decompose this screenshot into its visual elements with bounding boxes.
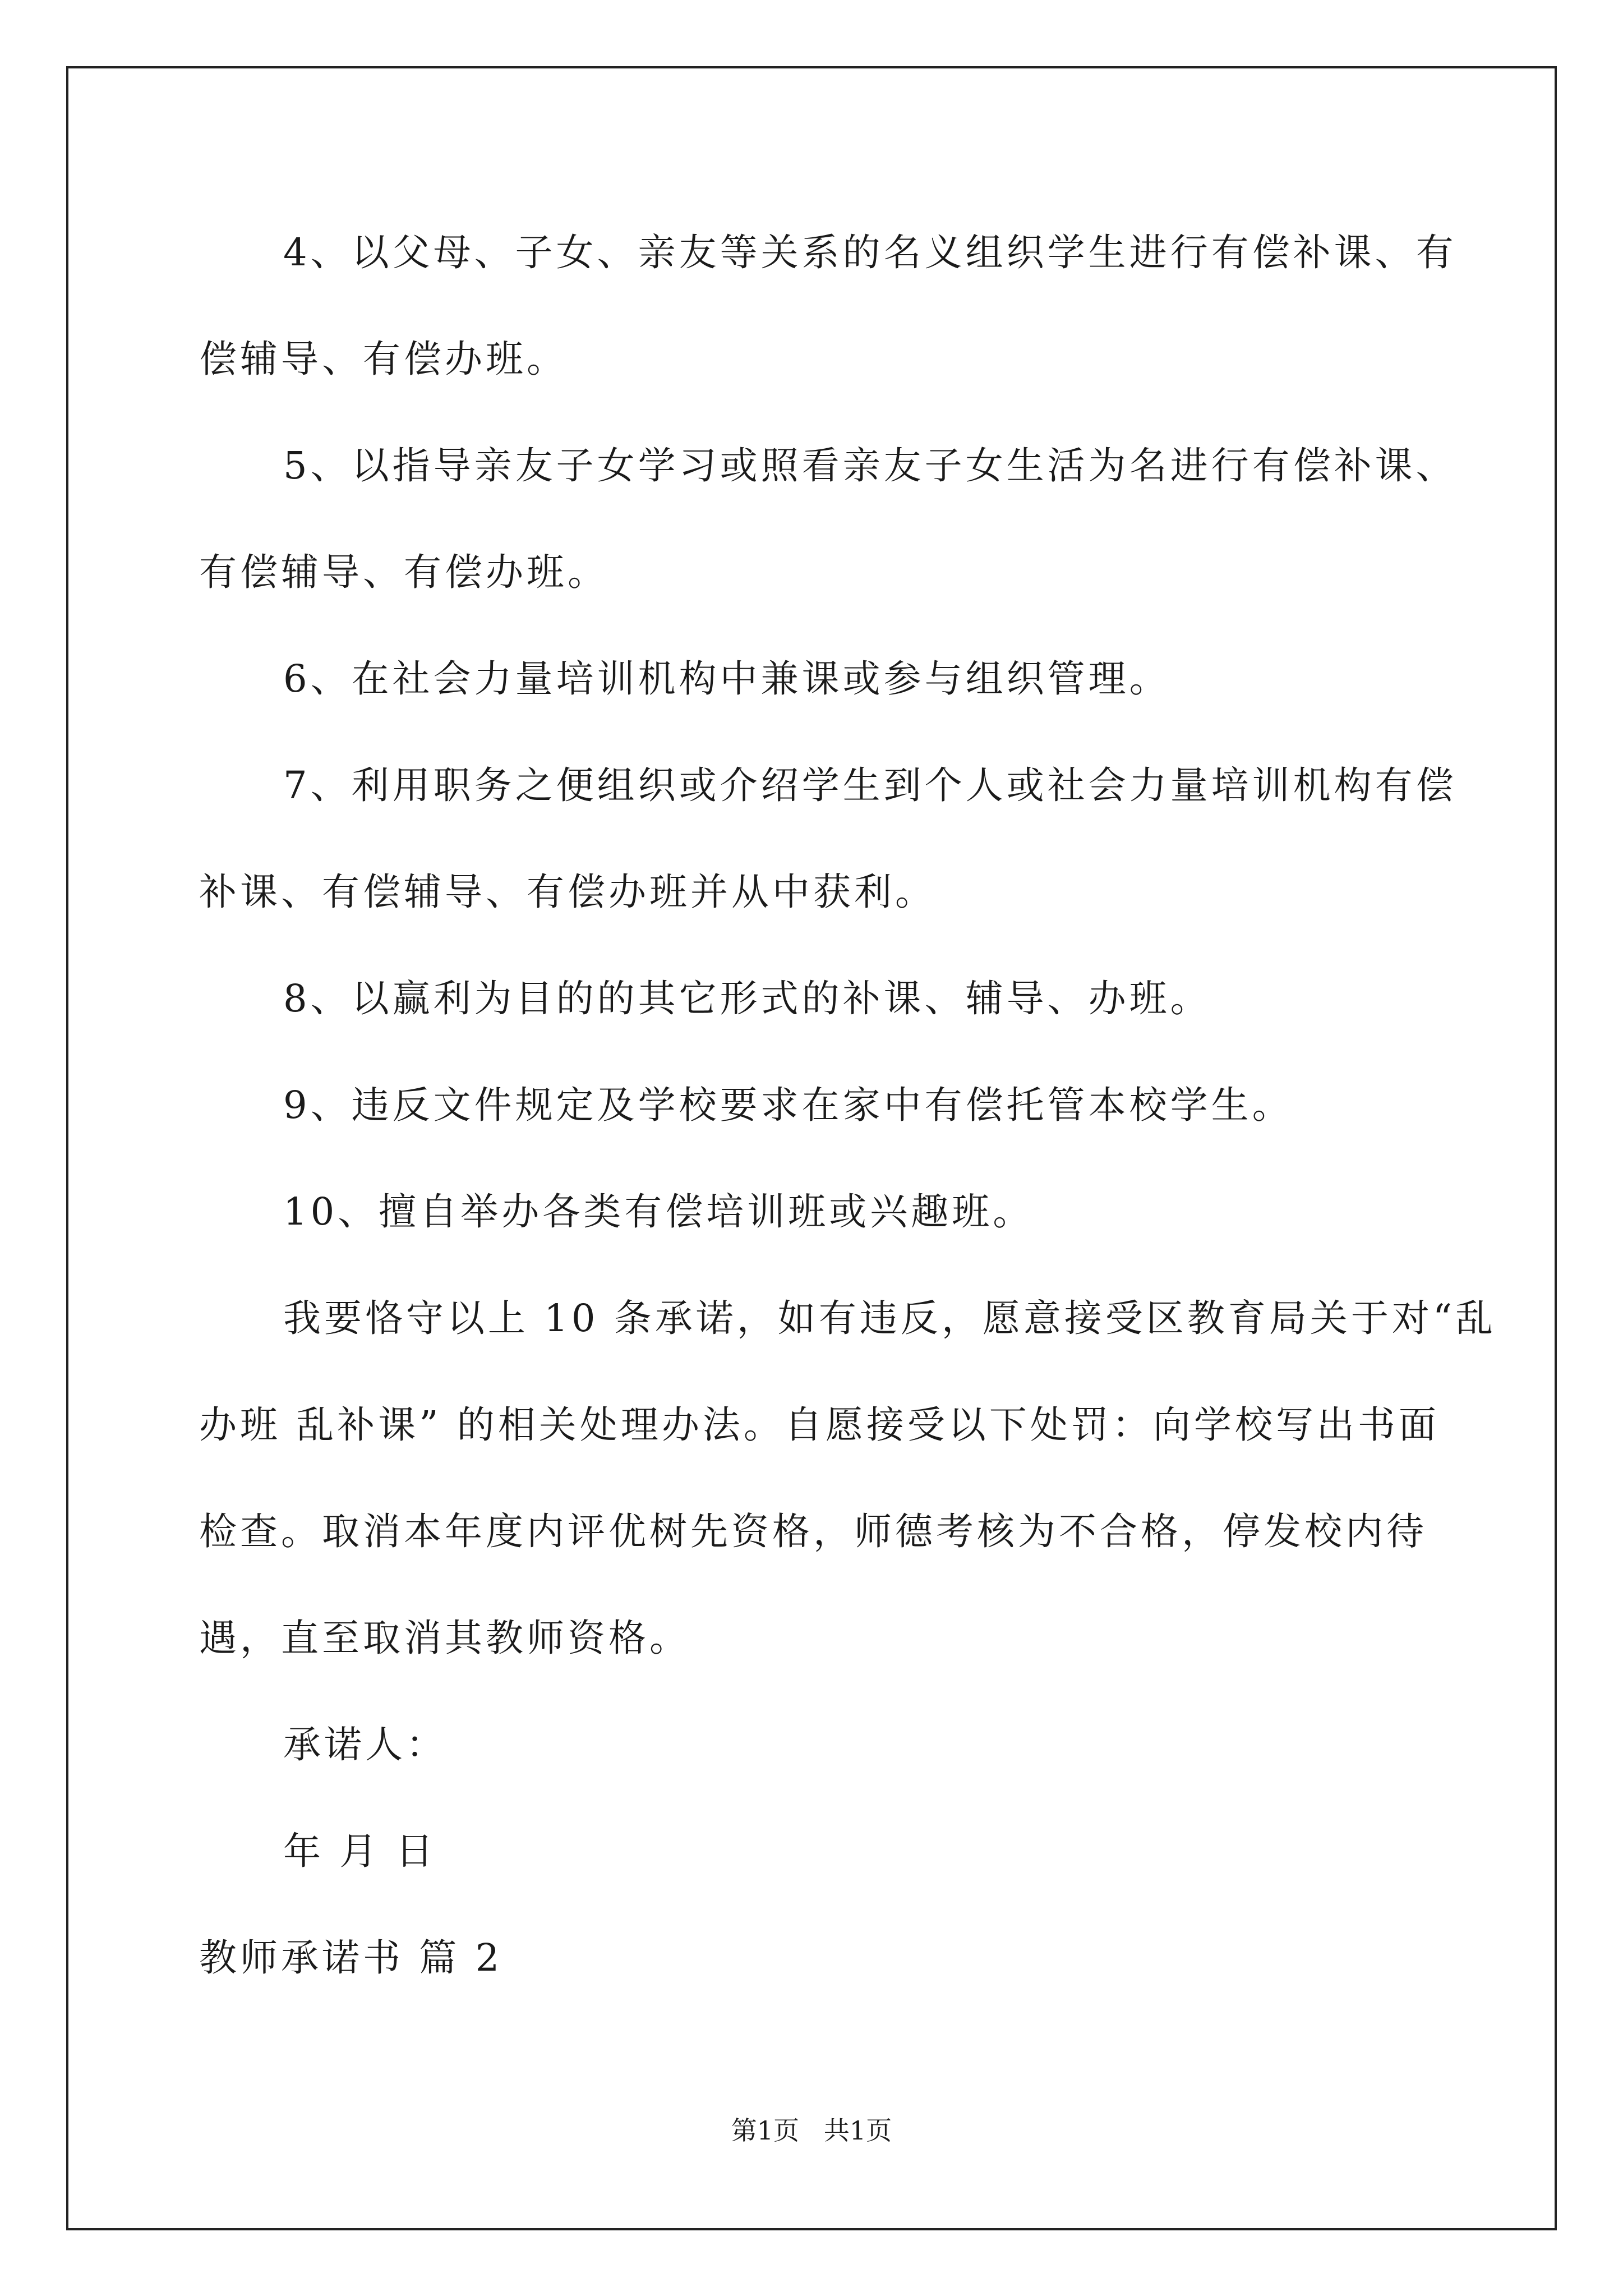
section-heading: 教师承诺书 篇 2 — [199, 1936, 503, 1980]
item-6: 6、在社会力量培训机构中兼课或参与组织管理。 — [283, 657, 1170, 701]
pledge-paragraph-line-3: 检查。取消本年度内评优树先资格，师德考核为不合格，停发校内待 — [199, 1510, 1427, 1553]
item-7-line-2: 补课、有偿辅导、有偿办班并从中获利。 — [199, 870, 936, 914]
pledge-paragraph-line-1: 我要恪守以上 10 条承诺，如有违反，愿意接受区教育局关于对“乱 — [283, 1296, 1497, 1340]
item-7-line-1: 7、利用职务之便组织或介绍学生到个人或社会力量培训机构有偿 — [283, 763, 1457, 807]
page-border — [66, 66, 1557, 2230]
date-line: 年 月 日 — [283, 1829, 437, 1873]
pledge-paragraph-line-2: 办班 乱补课” 的相关处理办法。自愿接受以下处罚：向学校写出书面 — [199, 1403, 1440, 1447]
item-4-line-1: 4、以父母、子女、亲友等关系的名义组织学生进行有偿补课、有 — [283, 231, 1457, 274]
pledge-paragraph-line-4: 遇，直至取消其教师资格。 — [199, 1616, 690, 1660]
item-5-line-1: 5、以指导亲友子女学习或照看亲友子女生活为名进行有偿补课、 — [283, 444, 1457, 487]
page-footer: 第1页 共1页 — [731, 2115, 892, 2146]
item-4-line-2: 偿辅导、有偿办班。 — [199, 337, 568, 381]
item-5-line-2: 有偿辅导、有偿办班。 — [199, 550, 608, 594]
item-10: 10、擅自举办各类有偿培训班或兴趣班。 — [283, 1190, 1034, 1234]
item-9: 9、违反文件规定及学校要求在家中有偿托管本校学生。 — [283, 1083, 1293, 1127]
item-8: 8、以赢利为目的的其它形式的补课、辅导、办班。 — [283, 977, 1211, 1020]
signatory-label: 承诺人： — [283, 1723, 447, 1766]
